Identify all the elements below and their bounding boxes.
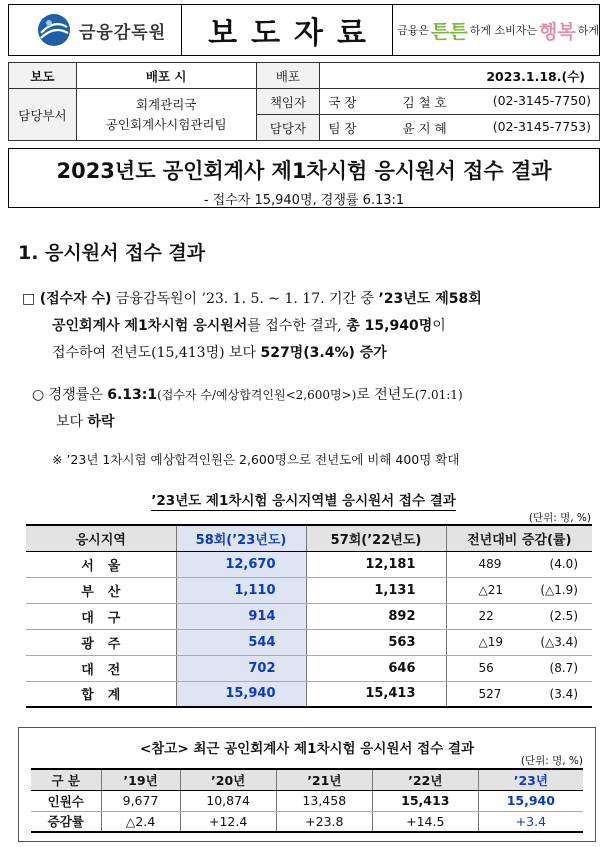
logo-box — [8, 4, 182, 56]
total-2022: 15,413 — [306, 681, 446, 707]
change-rate: (2.5) — [549, 609, 578, 623]
value-2023: 1,110 — [176, 577, 306, 603]
slogan-post: 하게 — [577, 24, 599, 37]
change-rate: (△3.4) — [540, 635, 578, 649]
change-cell — [446, 629, 592, 655]
p1-text-c: 공인회계사 제1차시험 응시원서 — [52, 318, 248, 334]
change-rate: (△1.9) — [540, 583, 578, 597]
press-header — [8, 4, 600, 56]
headline-subtitle: - 접수자 15,940명, 경쟁률 6.13:1 — [203, 193, 405, 208]
change-diff: △21 — [478, 583, 503, 597]
ref-row-change — [31, 811, 583, 832]
value-2022: 1,131 — [306, 577, 446, 603]
embargo-value: 배포 시 — [76, 63, 256, 89]
table-row — [26, 603, 592, 629]
main-table-caption — [0, 489, 607, 509]
ref-col-2022: ’22년 — [372, 769, 478, 790]
p2-text-a: 경쟁률은 — [48, 387, 108, 403]
p1-text-f: 이 — [432, 318, 446, 334]
ref-col-2023: ’23년 — [478, 769, 583, 790]
table-row — [26, 551, 592, 577]
responsible-contact — [320, 89, 600, 115]
ref-applicants-label: 인원수 — [31, 790, 101, 811]
value-2023: 544 — [176, 629, 306, 655]
p2-text-b: 6.13:1 — [107, 387, 158, 403]
p1-text-b: ’23년도 제58회 — [378, 291, 482, 307]
region-cell: 대전 — [26, 655, 176, 681]
logo-text: 금융감독원 — [79, 22, 167, 43]
value-2023: 914 — [176, 603, 306, 629]
total-label: 합계 — [26, 681, 176, 707]
table-row — [26, 655, 592, 681]
section-heading: 1. 응시원서 접수 결과 — [18, 242, 206, 264]
p1-text-e: 총 15,940명 — [346, 318, 433, 334]
ref-cell: +23.8 — [276, 811, 372, 832]
responsible-label: 책임자 — [256, 89, 320, 115]
total-diff: 527 — [478, 686, 502, 701]
contact-name: 윤 지 혜 — [402, 120, 447, 136]
value-2022: 12,181 — [306, 551, 446, 577]
p2-text-e: (7.01:1) — [414, 388, 463, 402]
change-cell — [446, 577, 592, 603]
change-cell — [446, 551, 592, 577]
region-cell: 서울 — [26, 551, 176, 577]
fss-emblem-icon — [37, 13, 71, 47]
circle-bullet-icon: ○ — [32, 387, 45, 403]
ref-col-2019: ’19년 — [101, 769, 180, 790]
col-2023: 58회(’23년도) — [176, 525, 306, 551]
slogan-mid: 하게 소비자는 — [469, 24, 538, 37]
page-title: 보도자료 — [208, 16, 381, 51]
col-region: 응시지역 — [26, 525, 176, 551]
release-label: 배포 — [256, 63, 320, 89]
table-row — [26, 629, 592, 655]
staff-contact — [320, 115, 600, 141]
p2-text-f: 보다 — [56, 414, 88, 430]
change-diff: 56 — [478, 661, 494, 675]
reference-title: <참고> 최근 공인회계사 제1차시험 응시원서 접수 결과 — [139, 741, 475, 757]
change-cell — [446, 655, 592, 681]
p1-text-d: 를 접수한 결과, — [247, 318, 347, 334]
total-2023: 15,940 — [176, 681, 306, 707]
paragraph-applicants — [22, 286, 594, 367]
total-change — [446, 681, 592, 707]
value-2022: 646 — [306, 655, 446, 681]
ref-col-2020: ’20년 — [180, 769, 276, 790]
change-rate: (4.0) — [549, 557, 578, 571]
slogan-word-1: 튼튼 — [431, 20, 468, 43]
ref-row-applicants — [31, 790, 583, 811]
p2-text-d: 로 전년도 — [356, 387, 415, 403]
main-table-caption-text: ’23년도 제1차시험 응시지역별 응시원서 접수 결과 — [151, 493, 456, 509]
headline-banner — [8, 148, 600, 208]
contact-phone: (02-3145-7753) — [492, 118, 591, 134]
change-diff: 489 — [478, 557, 502, 571]
p1-text-h: 527명(3.4%) 증가 — [260, 345, 387, 361]
slogan-pre: 금융은 — [397, 24, 430, 37]
responsible-name: 김 철 호 — [402, 94, 447, 110]
value-2023: 702 — [176, 655, 306, 681]
reference-box — [18, 727, 596, 842]
ref-col-2021: ’21년 — [276, 769, 372, 790]
dept-label: 담당부서 — [9, 89, 77, 141]
ref-cell: +14.5 — [372, 811, 478, 832]
release-date: 2023.1.18.(수) — [320, 63, 600, 89]
region-table — [26, 524, 592, 708]
ref-cell: 13,458 — [276, 790, 372, 811]
release-meta-table — [8, 62, 600, 141]
p1-text-a: 금융감독원이 ’23. 1. 5. ~ 1. 17. 기간 중 — [111, 291, 379, 307]
p1-text-g: 접수하여 전년도(15,413명) 보다 — [52, 345, 261, 361]
responsible-title: 국 장 — [328, 94, 357, 110]
value-2022: 563 — [306, 629, 446, 655]
slogan-word-2: 행복 — [539, 20, 576, 43]
dept-line-1: 회계관리국 — [135, 96, 197, 112]
dept-name — [76, 89, 256, 141]
col-2022: 57회(’22년도) — [306, 525, 446, 551]
headline-title: 2023년도 공인회계사 제1차시험 응시원서 접수 결과 — [56, 159, 552, 183]
slogan — [392, 4, 600, 56]
p2-text-c: (접수자 수/예상합격인원<2,600명>) — [157, 388, 357, 402]
ref-cell: 9,677 — [101, 790, 180, 811]
note: ※ ’23년 1차시험 예상합격인원은 2,600명으로 전년도에 비해 400명 확대 — [52, 452, 460, 467]
value-2023: 12,670 — [176, 551, 306, 577]
contact-label: 담당자 — [256, 115, 320, 141]
region-cell: 부산 — [26, 577, 176, 603]
main-table-unit: (단위: 명, %) — [528, 512, 591, 524]
p1-tag: (접수자 수) — [39, 291, 112, 307]
paragraph-competition — [32, 382, 597, 436]
ref-cell: +3.4 — [478, 811, 583, 832]
col-change: 전년대비 증감(률) — [446, 525, 592, 551]
ref-cell: 15,940 — [478, 790, 583, 811]
embargo-label: 보도 — [9, 63, 77, 89]
p2-text-g: 하락 — [87, 414, 115, 430]
ref-change-label: 증감률 — [31, 811, 101, 832]
contact-title: 팀 장 — [328, 120, 357, 136]
square-bullet-icon: □ — [22, 291, 36, 307]
region-cell: 대구 — [26, 603, 176, 629]
change-diff: △19 — [478, 635, 503, 649]
ref-cell: 10,874 — [180, 790, 276, 811]
change-diff: 22 — [478, 609, 494, 623]
ref-cell: +12.4 — [180, 811, 276, 832]
table-row — [26, 577, 592, 603]
value-2022: 892 — [306, 603, 446, 629]
reference-table — [31, 768, 583, 833]
responsible-phone: (02-3145-7750) — [492, 92, 591, 108]
total-row — [26, 681, 592, 707]
dept-line-2: 공인회계사시험관리팀 — [105, 116, 227, 132]
total-rate: (3.4) — [549, 686, 578, 701]
ref-cell: 15,413 — [372, 790, 478, 811]
change-rate: (8.7) — [549, 661, 578, 675]
ref-col-label: 구 분 — [31, 769, 101, 790]
reference-unit: (단위: 명, %) — [520, 755, 583, 767]
region-cell: 광주 — [26, 629, 176, 655]
title-box — [182, 4, 392, 56]
change-cell — [446, 603, 592, 629]
ref-cell: △2.4 — [101, 811, 180, 832]
